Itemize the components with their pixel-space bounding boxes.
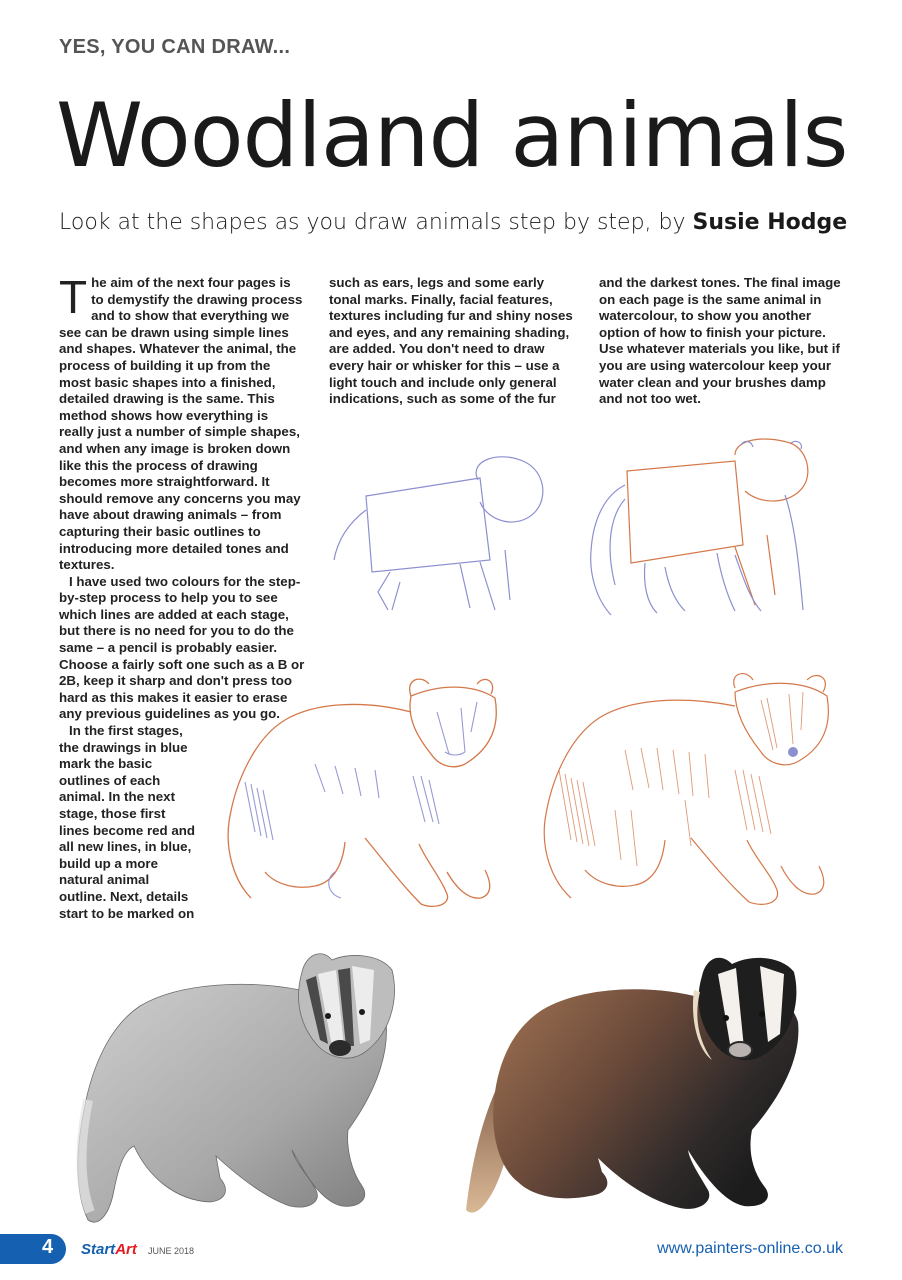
paragraph-text: he aim of the next four pages is to demystify the drawing process and to show that everything we see can be drawn using simple lines and shapes. Whatever the animal, the process of building it up from the most basic shapes into a finished, detailed drawing is the same. This method shows how everything is really just a number of simple shapes, and when any image is broken down like this the process of drawing becomes more straightforward. It should remove any concerns you may have about drawing animals – from capturing their basic outlines to introducing more detailed tones and textures. [59, 275, 303, 573]
badger-step-1-drawing [330, 450, 555, 620]
body-paragraph-4: such as ears, legs and some early tonal marks. Finally, facial features, textures including fur and shiny noses and eyes, and any remaining shading, are added. You don't need to draw every hair or whisker for this – use a light touch and include only general indications, such as some of the fur [329, 275, 573, 407]
badger-nose-sketch [788, 747, 798, 757]
body-paragraph-2: I have used two colours for the step-by-step process to help you to see which lines are added at each stage, but there is no need for you to do the same – a pencil is probably easier. Choose a fairly soft one such as a B or 2B, keep it sharp and don't press too hard as this makes it easier to erase any previous guidelines as you go. [59, 573, 305, 722]
issue-date: JUNE 2018 [148, 1246, 195, 1256]
brand-start: Start [81, 1241, 116, 1258]
badger-pencil-finish [70, 950, 410, 1230]
badger-eye [723, 1015, 729, 1021]
page-subtitle [59, 210, 847, 235]
author-name: Susie Hodge [692, 210, 848, 235]
badger-eye [759, 1011, 765, 1017]
page-title: Woodland animals [56, 84, 848, 187]
brand-end: Art [115, 1241, 137, 1258]
section-kicker: YES, YOU CAN DRAW... [59, 36, 291, 58]
badger-nose [329, 1040, 351, 1056]
subtitle-text: Look at the shapes as you draw animals step by step, by [59, 210, 693, 235]
badger-step-3-drawing [215, 672, 505, 912]
magazine-brand [81, 1241, 137, 1258]
page-number-tab [0, 1234, 66, 1264]
badger-step-4-drawing [535, 670, 840, 910]
body-column-2 [329, 275, 575, 408]
badger-eye [359, 1009, 365, 1015]
badger-watercolour-finish [462, 950, 822, 1230]
drop-cap: T [59, 271, 88, 323]
badger-step-2-drawing [585, 435, 820, 620]
website-link[interactable]: www.painters-online.co.uk [657, 1240, 843, 1257]
page-number: 4 [42, 1236, 54, 1258]
body-column-3 [599, 275, 845, 408]
badger-nose [728, 1042, 752, 1058]
body-paragraph-5: and the darkest tones. The final image on each page is the same animal in watercolour, to show you another option of how to finish your picture. Use whatever materials you like, but if you are using watercolour keep your water clean and your brushes damp and not too wet. [599, 275, 841, 407]
body-paragraph-3: In the first stages, the drawings in blue mark the basic outlines of each animal. In the next stage, those first lines become red and all new lines, in blue, build up a more natural animal outline. Next, details start to be marked on [59, 723, 195, 921]
body-paragraph-1 [59, 271, 305, 574]
badger-eye [325, 1013, 331, 1019]
